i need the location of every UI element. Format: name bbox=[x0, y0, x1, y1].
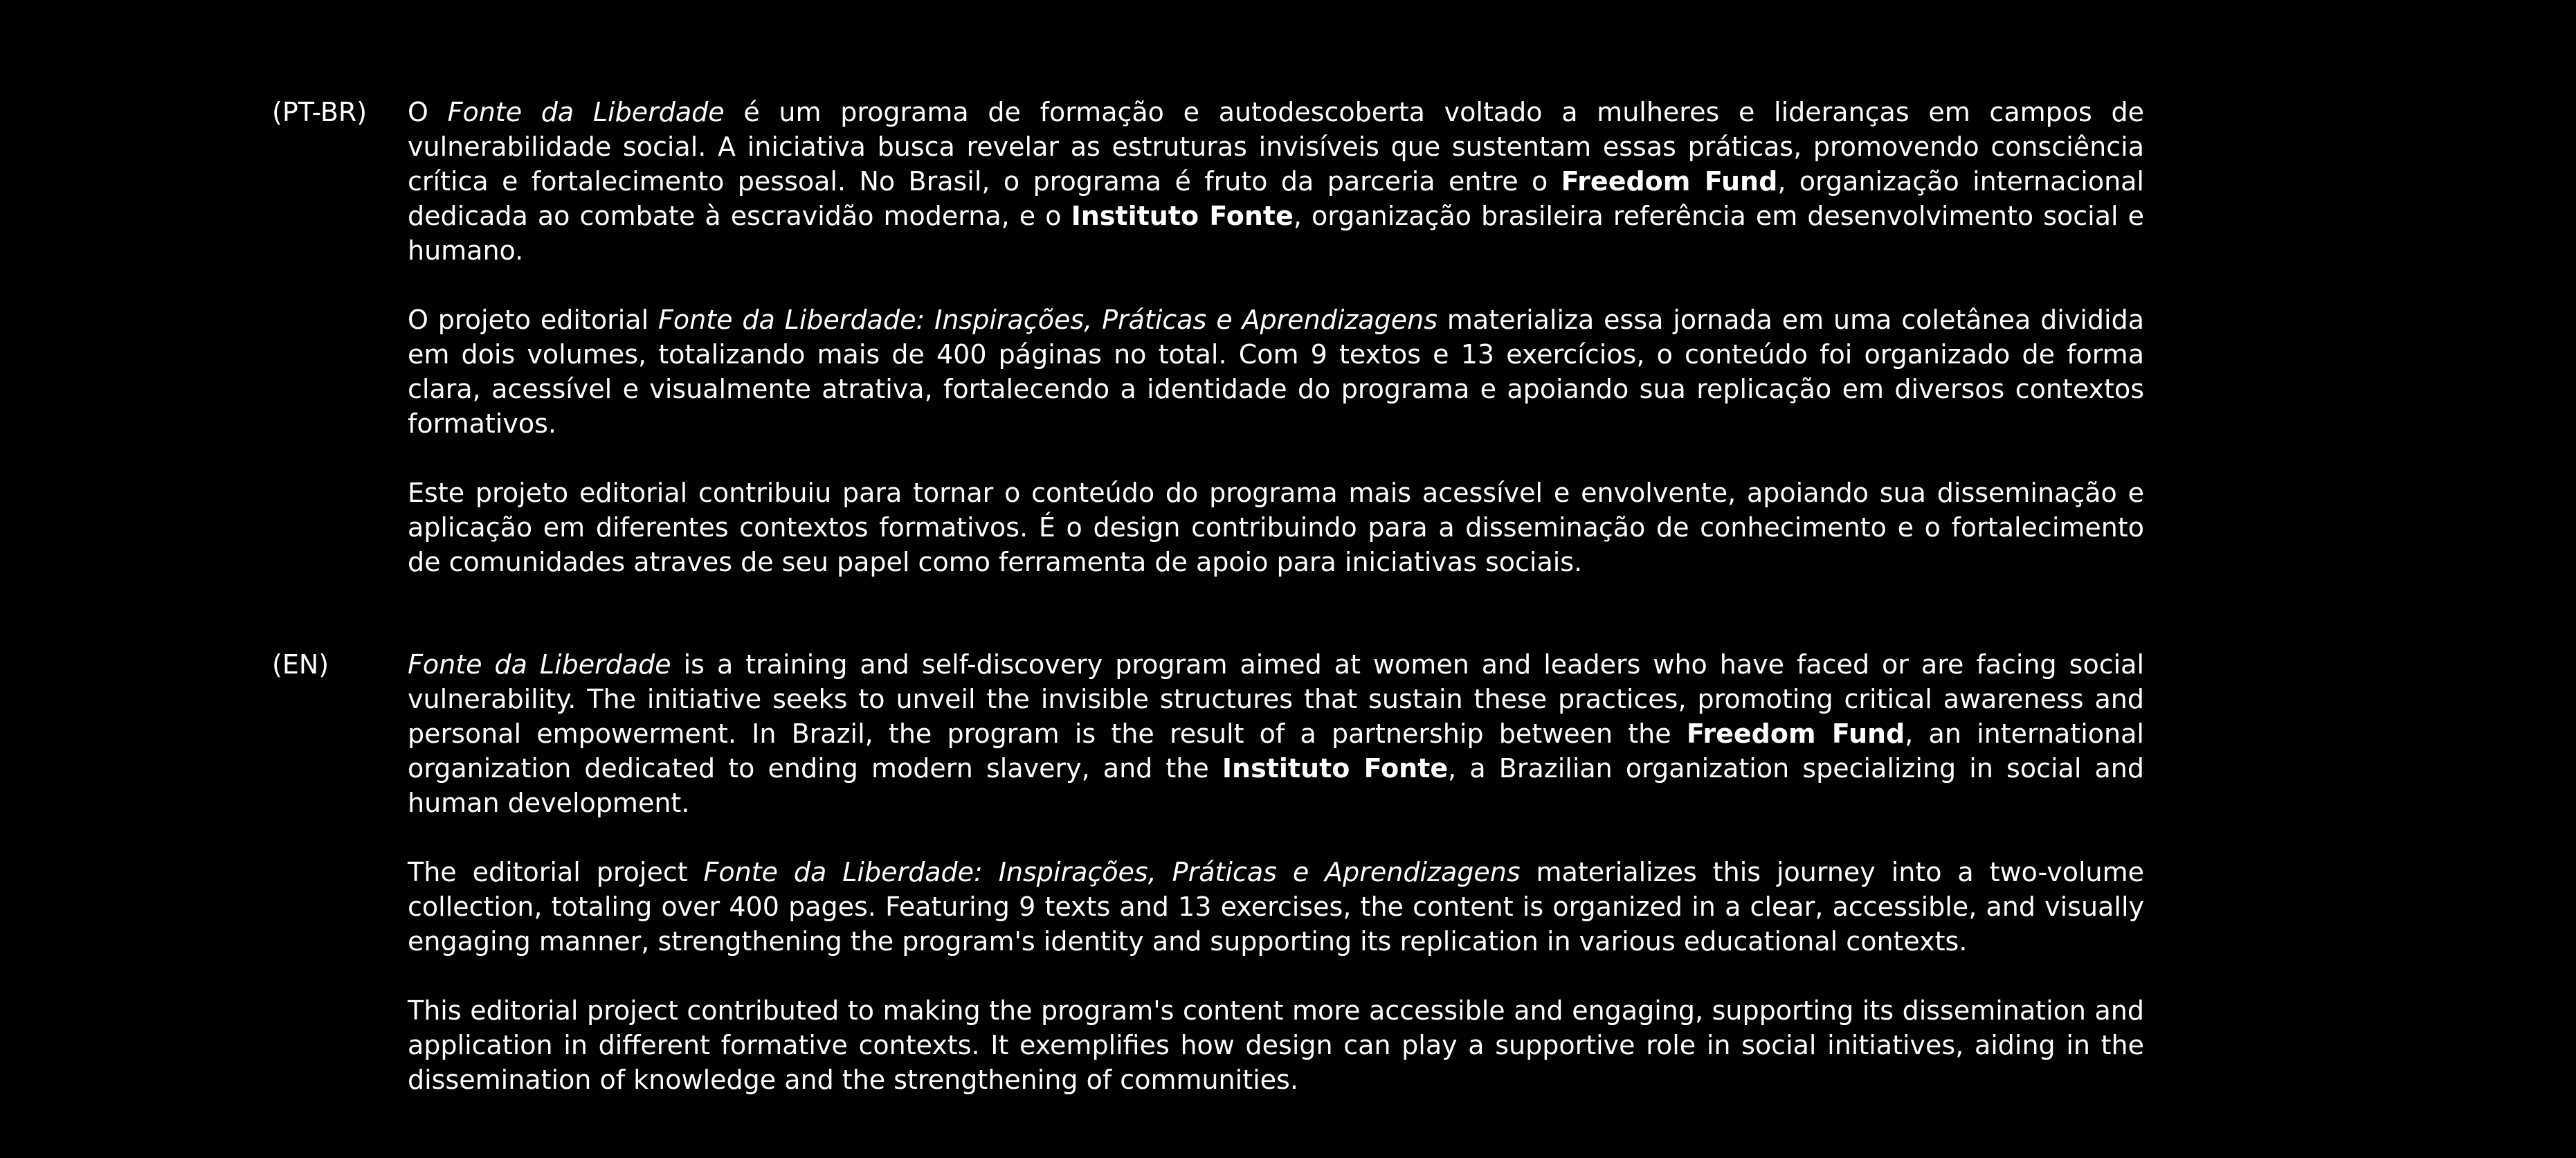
language-label-en: (EN) bbox=[272, 649, 329, 680]
text-run: , organização internacional dedicada ao combate à escravidão moderna, e o bbox=[408, 166, 2144, 231]
bold-text: Instituto Fonte bbox=[1071, 201, 1294, 231]
emphasis-text: Fonte da Liberdade bbox=[408, 649, 671, 680]
paragraph bbox=[408, 302, 2144, 441]
text-run: , an international organization dedicated to ending modern slavery, and the bbox=[408, 718, 2144, 784]
bold-text: Instituto Fonte bbox=[1222, 753, 1449, 784]
language-label-pt-br: (PT-BR) bbox=[272, 97, 368, 127]
paragraph bbox=[408, 476, 2144, 579]
emphasis-text: Fonte da Liberdade: Inspirações, Práticas e Aprendizagens bbox=[658, 305, 1437, 335]
text-run: The editorial project bbox=[408, 857, 704, 887]
body-text-en bbox=[408, 647, 2144, 1097]
emphasis-text: Fonte da Liberdade: Inspirações, Práticas e Aprendizagens bbox=[703, 857, 1521, 887]
text-run: O bbox=[408, 97, 448, 127]
text-run: , organização brasileira referência em desenvolvimento social e humano. bbox=[408, 201, 2145, 266]
text-run: O projeto editorial bbox=[408, 305, 659, 335]
bold-text: Freedom Fund bbox=[1561, 166, 1778, 197]
text-run: , a Brazilian organization specializing in social and human development. bbox=[408, 753, 2144, 818]
text-run: Este projeto editorial contribuiu para tornar o conteúdo do programa mais acessível e envolvente, apoiando sua disseminação e aplicação em diferentes contextos formativos. É o design contribuindo para a disseminação de conhecimento e o fortalecimento de comunidades atraves de seu papel como ferramenta de apoio para iniciativas sociais. bbox=[408, 478, 2144, 577]
paragraph bbox=[408, 95, 2144, 268]
emphasis-text: Fonte da Liberdade bbox=[447, 97, 725, 127]
text-run: This editorial project contributed to making the program's content more accessible and engaging, supporting its dissemination and application in different formative contexts. It exemplifies how design can play a supportive role in social initiatives, aiding in the dissemination of knowledge and the strengthening of communities. bbox=[408, 995, 2144, 1095]
bold-text: Freedom Fund bbox=[1686, 718, 1905, 749]
text-run: é um programa de formação e autodescoberta voltado a mulheres e lideranças em campos de vulnerabilidade social. A iniciativa busca revelar as estruturas invisíveis que sustentam essas práticas, promovendo consciência crítica e fortalecimento pessoal. No Brasil, o programa é fruto da parceria entre o bbox=[408, 97, 2144, 197]
paragraph bbox=[408, 855, 2144, 959]
paragraph bbox=[408, 647, 2144, 820]
text-run: materializa essa jornada em uma coletânea dividida em dois volumes, totalizando mais de 400 páginas no total. Com 9 textos e 13 exercícios, o conteúdo foi organizado de forma clara, acessível e visualmente atrativa, fortalecendo a identidade do programa e apoiando sua replicação em diversos contextos formativos. bbox=[408, 305, 2144, 439]
paragraph bbox=[408, 993, 2144, 1097]
body-text-pt-br bbox=[408, 95, 2144, 579]
text-run: is a training and self-discovery program aimed at women and leaders who have faced or are facing social vulnerability. The initiative seeks to unveil the invisible structures that sustain these practices, promoting critical awareness and personal empowerment. In Brazil, the program is the result of a partnership between the bbox=[408, 649, 2145, 749]
text-run: materializes this journey into a two-volume collection, totaling over 400 pages. Featuring 9 texts and 13 exercises, the content is organized in a clear, accessible, and visually engaging manner, strengthening the program's identity and supporting its replication in various educational contexts. bbox=[408, 857, 2144, 957]
